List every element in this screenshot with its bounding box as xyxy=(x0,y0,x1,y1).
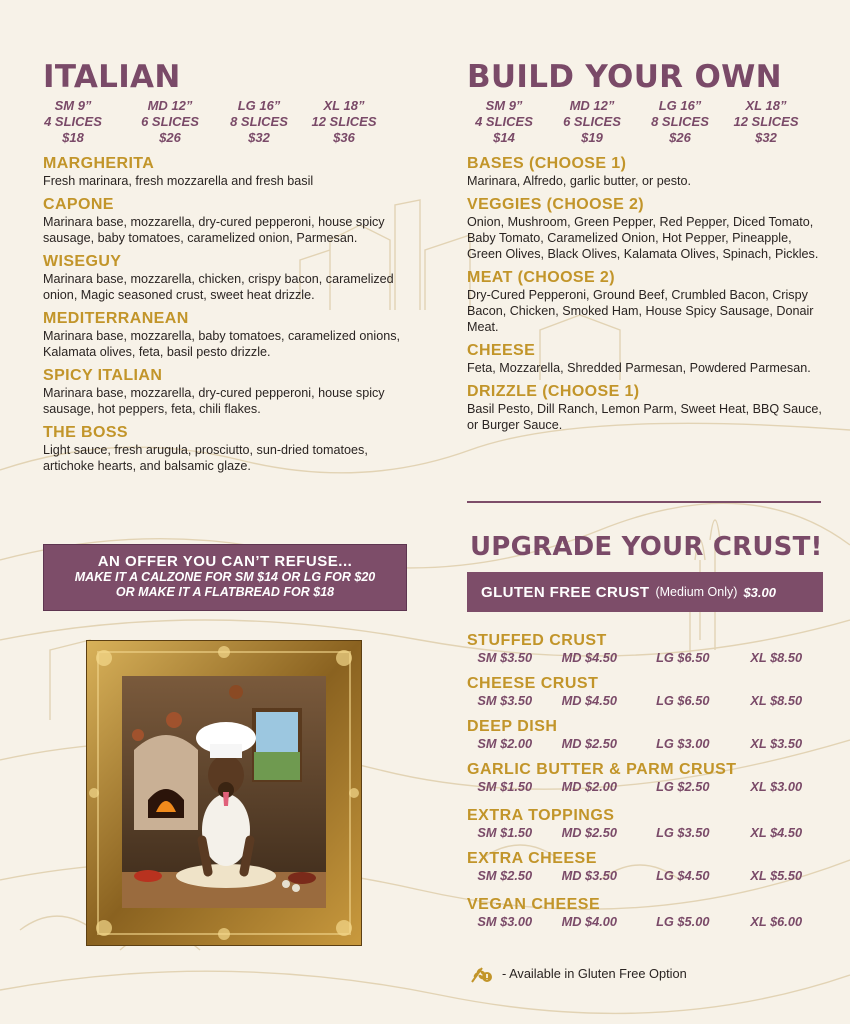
price-lg: LG $5.00 xyxy=(656,914,710,929)
build-option xyxy=(467,195,827,262)
build-option xyxy=(467,341,827,376)
price-lg: LG $4.50 xyxy=(656,868,710,883)
size-md: MD 12” 6 SLICES $19 xyxy=(563,98,621,145)
price-xl: XL $4.50 xyxy=(750,825,803,840)
build-size-row xyxy=(467,98,827,146)
size-lg: LG 16” 8 SLICES $26 xyxy=(651,98,709,145)
price-md: MD $3.50 xyxy=(561,868,618,883)
option-description: Dry-Cured Pepperoni, Ground Beef, Crumbled Bacon, Crispy Bacon, Chicken, Smoked Ham, House Spicy Sausage, Donair Meat. xyxy=(467,288,814,334)
menu-item xyxy=(43,423,413,474)
item-description: Marinara base, mozzarella, baby tomatoes, caramelized onions, Kalamata olives, feta, basil pesto drizzle. xyxy=(43,329,400,359)
gluten-free-legend-text: - Available in Gluten Free Option xyxy=(502,965,687,981)
option-name: VEGGIES (CHOOSE 2) xyxy=(467,196,645,213)
price-sm: SM $1.50 xyxy=(477,825,533,840)
item-description: Light sauce, fresh arugula, prosciutto, sun-dried tomatoes, artichoke hearts, and balsamic glaze. xyxy=(43,443,368,473)
size-xl: XL 18” 12 SLICES $32 xyxy=(733,98,799,145)
option-description: Basil Pesto, Dill Ranch, Lemon Parm, Sweet Heat, BBQ Sauce, or Burger Sauce. xyxy=(467,402,822,432)
crust-prices xyxy=(467,693,823,709)
option-name: MEAT (CHOOSE 2) xyxy=(467,269,615,286)
size-sm: SM 9” 4 SLICES $18 xyxy=(44,98,102,145)
italian-size-row xyxy=(43,98,413,146)
price-xl: XL $3.50 xyxy=(750,736,803,751)
item-description: Marinara base, mozzarella, dry-cured pepperoni, house spicy sausage, baby tomatoes, caramelized onion, Parmesan. xyxy=(43,215,385,245)
price-xl: XL $6.00 xyxy=(750,914,803,929)
size-xl: XL 18” 12 SLICES $36 xyxy=(311,98,377,145)
option-name: BASES (CHOOSE 1) xyxy=(467,155,627,172)
crust-option xyxy=(467,895,823,938)
crust-option xyxy=(467,806,823,849)
gluten-free-label: GLUTEN FREE CRUST xyxy=(481,583,650,601)
framed-chef-dog-painting xyxy=(86,640,362,946)
build-your-own-section xyxy=(467,58,827,439)
price-md: MD $2.00 xyxy=(561,779,618,794)
size-md: MD 12” 6 SLICES $26 xyxy=(141,98,199,145)
gluten-free-wheat-icon xyxy=(468,962,494,984)
price-xl: XL $5.50 xyxy=(750,868,803,883)
price-sm: SM $3.00 xyxy=(477,914,533,929)
size-sm: SM 9” 4 SLICES $14 xyxy=(475,98,533,145)
crust-name: STUFFED CRUST xyxy=(467,632,607,649)
offer-line-flatbread: OR MAKE IT A FLATBREAD FOR $18 xyxy=(115,585,335,599)
price-lg: LG $6.50 xyxy=(656,693,710,708)
gluten-free-crust-banner xyxy=(467,572,823,612)
menu-item xyxy=(43,154,413,189)
build-option xyxy=(467,154,827,189)
option-name: DRIZZLE (CHOOSE 1) xyxy=(467,383,640,400)
item-name: MEDITERRANEAN xyxy=(43,310,189,327)
offer-banner xyxy=(43,544,407,611)
crust-option xyxy=(467,717,823,760)
italian-items xyxy=(43,154,413,474)
price-sm: SM $3.50 xyxy=(477,650,533,665)
option-name: CHEESE xyxy=(467,342,536,359)
item-name: WISEGUY xyxy=(43,253,122,270)
crust-prices xyxy=(467,825,823,841)
menu-item xyxy=(43,366,413,417)
build-items xyxy=(467,154,827,433)
price-lg: LG $6.50 xyxy=(656,650,710,665)
italian-title: ITALIAN xyxy=(43,59,181,95)
price-lg: LG $3.00 xyxy=(656,736,710,751)
price-xl: XL $8.50 xyxy=(750,693,803,708)
item-description: Marinara base, mozzarella, dry-cured pepperoni, house spicy sausage, hot peppers, feta, chili flakes. xyxy=(43,386,385,416)
item-description: Marinara base, mozzarella, chicken, crispy bacon, caramelized onion, Magic seasoned crust, sweet heat drizzle. xyxy=(43,272,394,302)
crust-name: EXTRA CHEESE xyxy=(467,850,597,867)
crust-prices xyxy=(467,779,823,795)
gluten-free-legend xyxy=(468,962,687,984)
price-md: MD $4.00 xyxy=(561,914,618,929)
crust-name: DEEP DISH xyxy=(467,718,558,735)
item-name: CAPONE xyxy=(43,196,114,213)
price-xl: XL $8.50 xyxy=(750,650,803,665)
crust-name: VEGAN CHEESE xyxy=(467,896,601,913)
crust-prices xyxy=(467,650,823,666)
gluten-free-note: (Medium Only) xyxy=(655,585,738,599)
crust-prices xyxy=(467,736,823,752)
crust-name: CHEESE CRUST xyxy=(467,675,599,692)
option-description: Feta, Mozzarella, Shredded Parmesan, Powdered Parmesan. xyxy=(467,361,811,375)
price-sm: SM $3.50 xyxy=(477,693,533,708)
option-description: Marinara, Alfredo, garlic butter, or pesto. xyxy=(467,174,691,188)
price-md: MD $4.50 xyxy=(561,650,618,665)
italian-section xyxy=(43,58,413,480)
price-lg: LG $2.50 xyxy=(656,779,710,794)
menu-item xyxy=(43,309,413,360)
section-divider xyxy=(467,501,821,503)
menu-item xyxy=(43,195,413,246)
crust-option xyxy=(467,631,823,674)
item-name: THE BOSS xyxy=(43,424,128,441)
offer-line-calzone: MAKE IT A CALZONE FOR SM $14 OR LG FOR $20 xyxy=(74,570,376,584)
option-description: Onion, Mushroom, Green Pepper, Red Pepper, Diced Tomato, Baby Tomato, Caramelized Onion, Hot Pepper, Pineapple, Green Olives, Black Olives, Kalamata Olives, Spinach, Pickles. xyxy=(467,215,819,261)
item-name: MARGHERITA xyxy=(43,155,155,172)
item-description: Fresh marinara, fresh mozzarella and fresh basil xyxy=(43,174,314,188)
build-option xyxy=(467,268,827,335)
gluten-free-price: $3.00 xyxy=(743,584,776,600)
crust-prices xyxy=(467,868,823,884)
crust-option xyxy=(467,674,823,717)
crust-name: GARLIC BUTTER & PARM CRUST xyxy=(467,761,737,778)
price-sm: SM $2.00 xyxy=(477,736,533,751)
price-sm: SM $1.50 xyxy=(477,779,533,794)
price-md: MD $4.50 xyxy=(561,693,618,708)
crust-upgrade-list xyxy=(467,631,823,938)
crust-name: EXTRA TOPPINGS xyxy=(467,807,615,824)
build-option xyxy=(467,382,827,433)
price-md: MD $2.50 xyxy=(561,825,618,840)
crust-prices xyxy=(467,914,823,930)
build-title: BUILD YOUR OWN xyxy=(467,59,782,95)
menu-item xyxy=(43,252,413,303)
price-sm: SM $2.50 xyxy=(477,868,533,883)
price-md: MD $2.50 xyxy=(561,736,618,751)
crust-option xyxy=(467,849,823,895)
crust-option xyxy=(467,760,823,806)
offer-title: AN OFFER YOU CAN’T REFUSE... xyxy=(97,553,353,570)
price-lg: LG $3.50 xyxy=(656,825,710,840)
upgrade-crust-title: UPGRADE YOUR CRUST! xyxy=(470,532,823,562)
item-name: SPICY ITALIAN xyxy=(43,367,163,384)
size-lg: LG 16” 8 SLICES $32 xyxy=(230,98,288,145)
price-xl: XL $3.00 xyxy=(750,779,803,794)
